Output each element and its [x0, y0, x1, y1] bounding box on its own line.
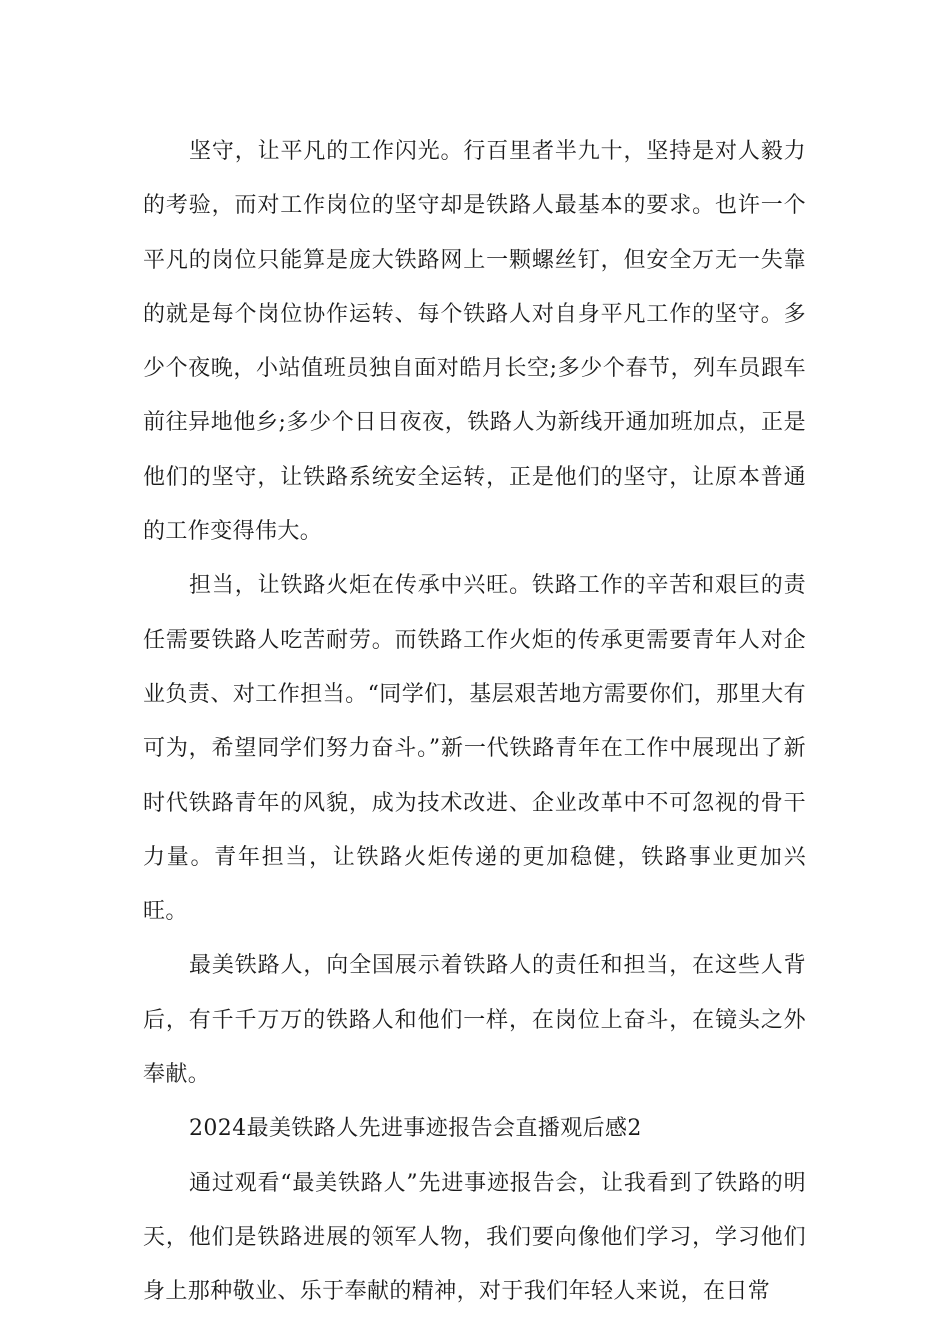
paragraph-most-beautiful-railway-workers: 最美铁路人，向全国展示着铁路人的责任和担当，在这些人背后，有千千万万的铁路人和他们一样，在岗位上奋斗，在镜头之外奉献。 — [143, 953, 806, 1088]
document-body — [143, 125, 806, 1320]
paragraph-responsibility: 担当，让铁路火炬在传承中兴旺。铁路工作的辛苦和艰巨的责任需要铁路人吃苦耐劳。而铁路工作火炬的传承更需要青年人对企业负责、对工作担当。“同学们，基层艰苦地方需要你们，那里大有可为，希望同学们努力奋斗。”新一代铁路青年在工作中展现出了新时代铁路青年的风貌，成为技术改进、企业改革中不可忽视的骨干力量。青年担当，让铁路火炬传递的更加稳健，铁路事业更加兴旺。 — [143, 573, 806, 925]
paragraph-persistence: 坚守，让平凡的工作闪光。行百里者半九十，坚持是对人毅力的考验，而对工作岗位的坚守却是铁路人最基本的要求。也许一个平凡的岗位只能算是庞大铁路网上一颗螺丝钉，但安全万无一失靠的就是每个岗位协作运转、每个铁路人对自身平凡工作的坚守。多少个夜晚，小站值班员独自面对皓月长空;多少个春节，列车员跟车前往异地他乡;多少个日日夜夜，铁路人为新线开通加班加点，正是他们的坚守，让铁路系统安全运转，正是他们的坚守，让原本普通的工作变得伟大。 — [143, 139, 806, 545]
section-title: 2024最美铁路人先进事迹报告会直播观后感2 — [189, 1116, 642, 1142]
paragraph-report-impressions: 通过观看“最美铁路人”先进事迹报告会，让我看到了铁路的明天，他们是铁路进展的领军人物，我们要向像他们学习，学习他们身上那种敬业、乐于奉献的精神，对于我们年轻人来说，在日常 — [143, 1170, 806, 1305]
